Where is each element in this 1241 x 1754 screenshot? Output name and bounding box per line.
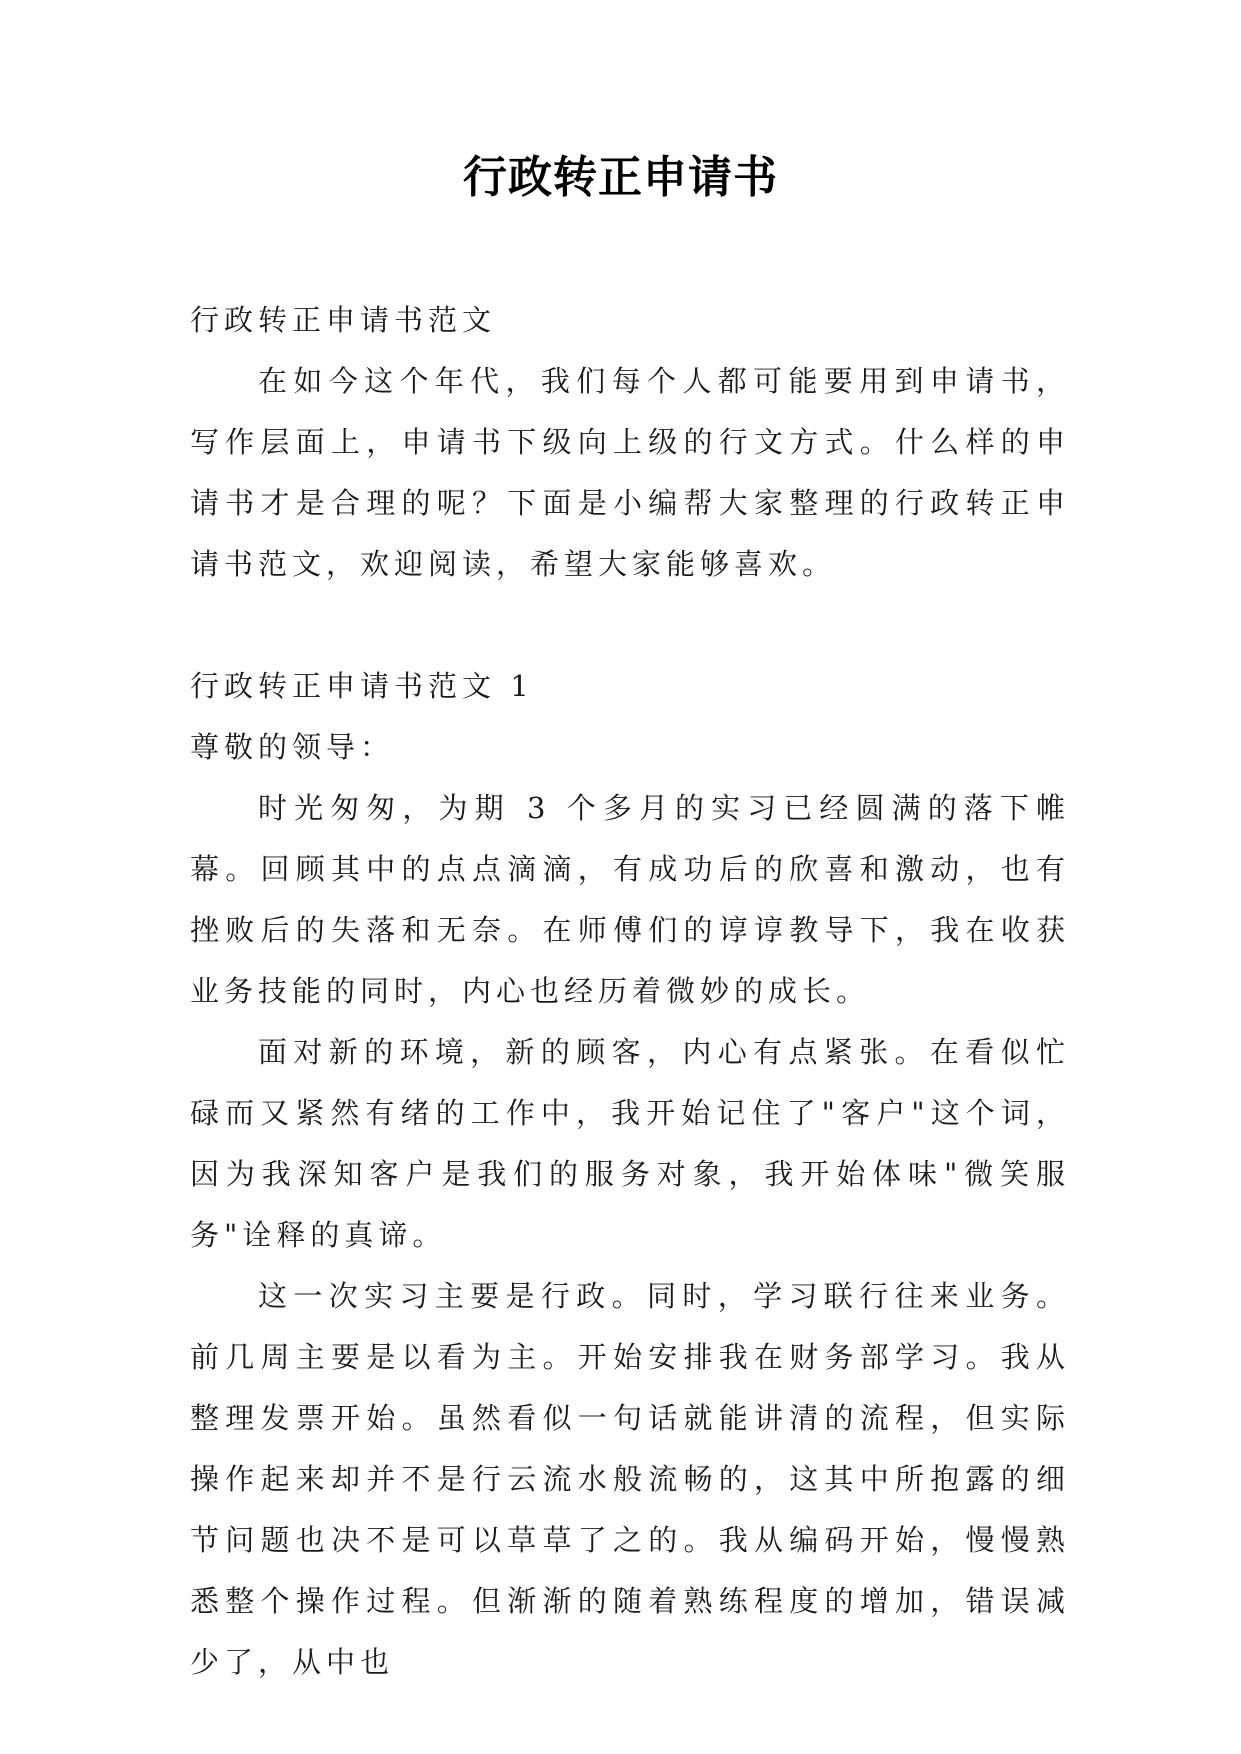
- salutation: 尊敬的领导：: [190, 730, 395, 764]
- section-heading: 行政转正申请书范文 1: [190, 669, 534, 703]
- body-paragraph: 这一次实习主要是行政。同时，学习联行往来业务。前几周主要是以看为主。开始安排我在财务部学习。我从整理发票开始。虽然看似一句话就能讲清的流程，但实际操作起来却并不是行云流水般流畅的，这其中所抱露的细节问题也决不是可以草草了之的。我从编码开始，慢慢熟悉整个操作过程。但渐渐的随着熟练程度的增加，错误减少了，从中也: [190, 1279, 1070, 1679]
- section-spacer: [190, 595, 1070, 656]
- intro-paragraph: 在如今这个年代，我们每个人都可能要用到申请书，写作层面上，申请书下级向上级的行文方式。什么样的申请书才是合理的呢？下面是小编帮大家整理的行政转正申请书范文，欢迎阅读，希望大家能够喜欢。: [190, 364, 1070, 581]
- document-subtitle: 行政转正申请书范文: [190, 303, 497, 337]
- body-paragraph: 时光匆匆，为期 3 个多月的实习已经圆满的落下帷幕。回顾其中的点点滴滴，有成功后的欣喜和激动，也有挫败后的失落和无奈。在师傅们的谆谆教导下，我在收获业务技能的同时，内心也经历着微妙的成长。: [190, 791, 1070, 1008]
- document-body: [190, 290, 1070, 1693]
- document-title: 行政转正申请书: [463, 152, 778, 203]
- body-paragraph: 面对新的环境，新的顾客，内心有点紧张。在看似忙碌而又紧然有绪的工作中，我开始记住了"客户"这个词，因为我深知客户是我们的服务对象，我开始体味"微笑服务"诠释的真谛。: [190, 1035, 1070, 1252]
